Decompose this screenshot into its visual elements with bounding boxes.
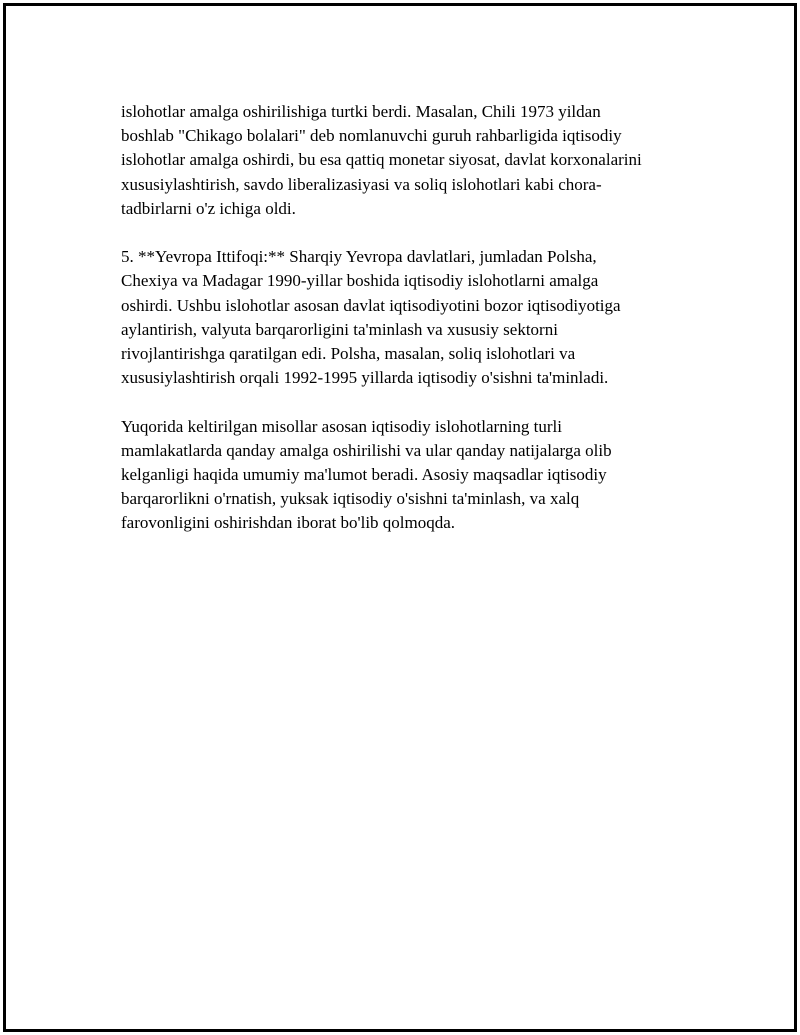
text-line: kelganligi haqida umumiy ma'lumot beradi. Asosiy maqsadlar iqtisodiy — [121, 465, 607, 485]
text-line: oshirdi. Ushbu islohotlar asosan davlat iqtisodiyotini bozor iqtisodiyotiga — [121, 295, 621, 315]
text-line: rivojlantirishga qaratilgan edi. Polsha, masalan, soliq islohotlari va — [121, 344, 576, 364]
text-line: tadbirlarni o'z ichiga oldi. — [121, 198, 296, 218]
document-body — [121, 100, 701, 560]
page-frame — [3, 3, 797, 1032]
text-line: xususiylashtirish, savdo liberalizasiyasi va soliq islohotlari kabi chora- — [121, 174, 602, 194]
text-line: farovonligini oshirishdan iborat bo'lib qolmoqda. — [121, 513, 456, 533]
text-line: aylantirish, valyuta barqarorligini ta'minlash va xususiy sektorni — [121, 319, 558, 339]
text-line: Chexiya va Madagar 1990-yillar boshida iqtisodiy islohotlarni amalga — [121, 271, 599, 291]
text-line: boshlab "Chikago bolalari" deb nomlanuvchi guruh rahbarligida iqtisodiy — [121, 126, 622, 146]
text-line: mamlakatlarda qanday amalga oshirilishi va ular qanday natijalarga olib — [121, 440, 612, 460]
paragraph-chile — [121, 100, 701, 221]
text-line: xususiylashtirish orqali 1992-1995 yillarda iqtisodiy o'sishni ta'minladi. — [121, 368, 609, 388]
paragraph-european-union — [121, 245, 701, 390]
text-line: barqarorlikni o'rnatish, yuksak iqtisodiy o'sishni ta'minlash, va xalq — [121, 489, 580, 509]
text-line: islohotlar amalga oshirdi, bu esa qattiq monetar siyosat, davlat korxonalarini — [121, 150, 642, 170]
text-line: islohotlar amalga oshirilishiga turtki berdi. Masalan, Chili 1973 yildan — [121, 102, 601, 121]
paragraph-conclusion — [121, 415, 701, 536]
text-line: 5. **Yevropa Ittifoqi:** Sharqiy Yevropa davlatlari, jumladan Polsha, — [121, 247, 597, 267]
text-line: Yuqorida keltirilgan misollar asosan iqtisodiy islohotlarning turli — [121, 416, 563, 436]
